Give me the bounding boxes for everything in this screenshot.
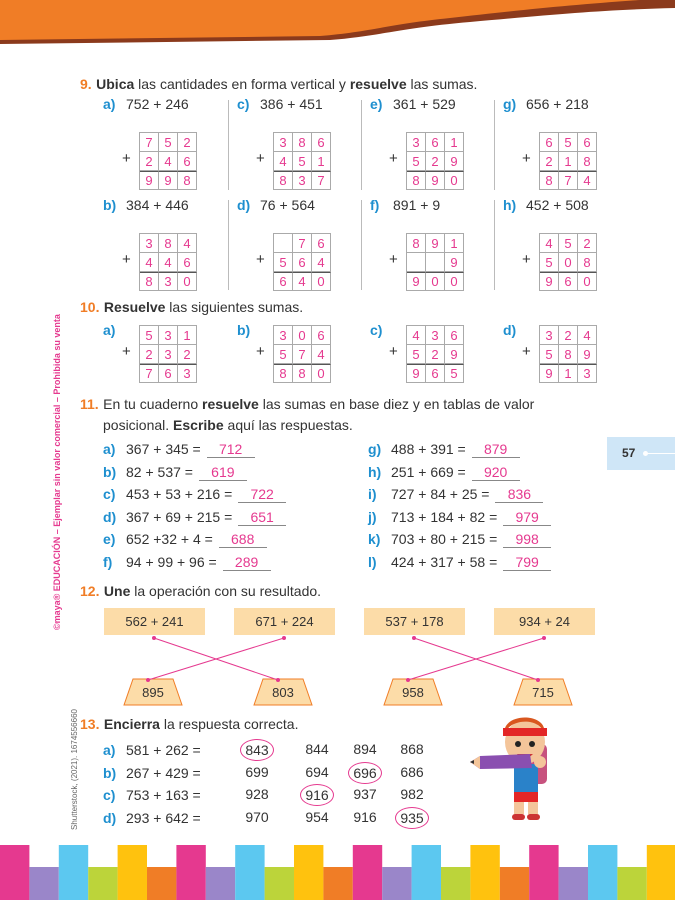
digit-cell: 5 xyxy=(140,326,159,345)
exercise-label: c) xyxy=(103,787,116,803)
exercise-label: j) xyxy=(368,508,377,525)
digit-cell: 8 xyxy=(293,364,312,383)
exercise-label: c) xyxy=(237,96,250,112)
digit-cell: 0 xyxy=(426,272,445,291)
digit-cell: 9 xyxy=(445,345,464,364)
answer-option[interactable]: 868 xyxy=(400,741,424,757)
answer-value: 979 xyxy=(503,509,551,526)
digit-cell xyxy=(274,234,293,253)
circled-answer[interactable]: 916 xyxy=(300,784,334,806)
plus-sign: + xyxy=(389,343,398,360)
exercise-expression: 367 + 69 + 215 = 651 xyxy=(126,509,286,526)
digit-cell: 6 xyxy=(274,272,293,291)
digit-cell: 6 xyxy=(559,272,578,291)
exercise-expression: 293 + 642 = xyxy=(126,809,201,826)
exercise-expression: 452 + 508 xyxy=(526,197,589,213)
digit-cell: 6 xyxy=(578,133,597,152)
addition-grid-b xyxy=(139,233,197,291)
digit-cell: 3 xyxy=(407,133,426,152)
image-credit: Shutterstock, (2021). 1674556660 xyxy=(70,709,79,830)
digit-cell: 4 xyxy=(140,253,159,272)
exercise-label: a) xyxy=(103,441,116,457)
answer-option[interactable]: 928 xyxy=(245,786,269,802)
exercise-label: d) xyxy=(503,322,517,338)
answer-value: 289 xyxy=(223,554,271,571)
answer-value: 688 xyxy=(219,531,267,548)
digit-cell: 1 xyxy=(445,234,464,253)
exercise-expression: 94 + 99 + 96 = 289 xyxy=(126,554,271,571)
digit-cell: 3 xyxy=(293,171,312,190)
result-box: 958 xyxy=(402,684,424,700)
digit-cell: 9 xyxy=(445,253,464,272)
digit-cell: 4 xyxy=(178,234,197,253)
exercise-label: b) xyxy=(103,764,117,781)
exercise-expression: 891 + 9 xyxy=(393,197,441,213)
digit-cell: 2 xyxy=(559,326,578,345)
digit-cell: 6 xyxy=(312,234,331,253)
answer-value: 651 xyxy=(238,509,286,526)
digit-cell: 2 xyxy=(140,152,159,171)
exercise-label: d) xyxy=(103,508,117,525)
digit-cell: 3 xyxy=(140,234,159,253)
digit-cell: 2 xyxy=(140,345,159,364)
digit-cell: 8 xyxy=(407,171,426,190)
digit-cell: 8 xyxy=(540,171,559,190)
page-number-tab xyxy=(607,437,675,470)
answer-option[interactable]: 937 xyxy=(353,786,377,802)
operation-box: 537 + 178 xyxy=(364,608,465,635)
digit-cell: 6 xyxy=(178,253,197,272)
digit-cell: 9 xyxy=(426,171,445,190)
digit-cell: 3 xyxy=(159,326,178,345)
digit-cell: 1 xyxy=(445,133,464,152)
digit-cell: 5 xyxy=(159,133,178,152)
digit-cell: 5 xyxy=(274,253,293,272)
circled-answer[interactable]: 843 xyxy=(240,739,274,761)
answer-option[interactable]: 699 xyxy=(245,763,269,780)
digit-cell: 3 xyxy=(578,364,597,383)
plus-sign: + xyxy=(122,251,131,268)
exercise-expression: 424 + 317 + 58 = 799 xyxy=(391,554,551,571)
digit-cell: 5 xyxy=(540,253,559,272)
digit-cell: 3 xyxy=(178,364,197,383)
digit-cell: 2 xyxy=(178,133,197,152)
digit-cell: 9 xyxy=(426,234,445,253)
digit-cell: 5 xyxy=(407,345,426,364)
exercise-expression: 727 + 84 + 25 = 836 xyxy=(391,486,543,503)
digit-cell: 6 xyxy=(178,152,197,171)
addition-grid-f xyxy=(406,233,464,291)
exercise-label: l) xyxy=(368,553,377,570)
exercise-label: a) xyxy=(103,322,116,338)
exercise-expression: 384 + 446 xyxy=(126,197,189,213)
plus-sign: + xyxy=(389,251,398,268)
digit-cell: 0 xyxy=(445,171,464,190)
plus-sign: + xyxy=(256,251,265,268)
digit-cell: 6 xyxy=(159,364,178,383)
column-divider xyxy=(228,200,229,290)
answer-value: 879 xyxy=(472,441,520,458)
exercise-expression: 703 + 80 + 215 = 998 xyxy=(391,531,551,548)
plus-sign: + xyxy=(522,150,531,167)
top-banner xyxy=(0,0,675,50)
addition-grid-g xyxy=(539,132,597,190)
digit-cell: 9 xyxy=(159,171,178,190)
digit-cell: 3 xyxy=(159,345,178,364)
digit-cell: 8 xyxy=(578,152,597,171)
exercise-expression: 267 + 429 = xyxy=(126,764,201,781)
digit-cell: 9 xyxy=(140,171,159,190)
digit-cell: 1 xyxy=(178,326,197,345)
exercise-expression: 453 + 53 + 216 = 722 xyxy=(126,486,286,503)
addition-grid-10-b xyxy=(273,325,331,383)
digit-cell: 0 xyxy=(445,272,464,291)
plus-sign: + xyxy=(522,343,531,360)
digit-cell: 6 xyxy=(426,364,445,383)
exercise-label: c) xyxy=(370,322,383,338)
answer-option[interactable]: 970 xyxy=(245,808,269,825)
digit-cell: 4 xyxy=(159,152,178,171)
digit-cell: 0 xyxy=(578,272,597,291)
exercise-label: g) xyxy=(503,96,517,112)
digit-cell: 0 xyxy=(312,364,331,383)
digit-cell: 7 xyxy=(312,171,331,190)
addition-grid-c xyxy=(273,132,331,190)
exercise-expression: 488 + 391 = 879 xyxy=(391,441,520,458)
exercise-label: h) xyxy=(503,197,517,213)
digit-cell: 8 xyxy=(178,171,197,190)
digit-cell: 4 xyxy=(578,326,597,345)
digit-cell: 8 xyxy=(159,234,178,253)
column-divider xyxy=(494,100,495,190)
answer-value: 712 xyxy=(207,441,255,458)
digit-cell: 6 xyxy=(445,326,464,345)
q10-heading: 10. Resuelve las siguientes sumas. xyxy=(80,299,304,315)
digit-cell: 1 xyxy=(312,152,331,171)
exercise-label: b) xyxy=(237,322,251,338)
addition-grid-d xyxy=(273,233,331,291)
digit-cell: 7 xyxy=(140,133,159,152)
exercise-label: c) xyxy=(103,486,116,502)
answer-value: 836 xyxy=(495,486,543,503)
digit-cell: 7 xyxy=(293,234,312,253)
column-divider xyxy=(361,200,362,290)
column-divider xyxy=(494,200,495,290)
digit-cell xyxy=(426,253,445,272)
digit-cell: 9 xyxy=(445,152,464,171)
matching-lines xyxy=(0,630,675,710)
q13-heading: 13. Encierra la respuesta correcta. xyxy=(80,716,299,732)
exercise-label: h) xyxy=(368,463,382,480)
digit-cell: 1 xyxy=(559,152,578,171)
digit-cell: 2 xyxy=(578,234,597,253)
exercise-expression: 76 + 564 xyxy=(260,197,315,213)
answer-option[interactable]: 694 xyxy=(305,763,329,780)
digit-cell: 1 xyxy=(559,364,578,383)
answer-option[interactable]: 894 xyxy=(353,741,377,757)
q9-heading: 9. Ubica las cantidades en forma vertical y resuelve las sumas. xyxy=(80,76,478,92)
kid-with-pencil-illustration xyxy=(470,714,570,834)
exercise-label: g) xyxy=(368,441,382,457)
digit-cell: 4 xyxy=(312,345,331,364)
result-box: 715 xyxy=(532,684,554,700)
circled-answer[interactable]: 696 xyxy=(348,762,382,784)
plus-sign: + xyxy=(256,150,265,167)
digit-cell: 8 xyxy=(578,253,597,272)
exercise-label: f) xyxy=(370,197,380,213)
circled-answer[interactable]: 935 xyxy=(395,807,429,829)
digit-cell: 8 xyxy=(559,345,578,364)
exercise-expression: 713 + 184 + 82 = 979 xyxy=(391,509,551,526)
answer-option[interactable]: 686 xyxy=(400,763,424,780)
digit-cell: 3 xyxy=(540,326,559,345)
exercise-label: e) xyxy=(370,96,383,112)
result-box: 895 xyxy=(142,684,164,700)
digit-cell: 3 xyxy=(274,133,293,152)
digit-cell: 5 xyxy=(559,133,578,152)
exercise-label: a) xyxy=(103,742,116,758)
exercise-label: d) xyxy=(103,809,117,826)
digit-cell: 8 xyxy=(407,234,426,253)
digit-cell xyxy=(407,253,426,272)
operation-box: 562 + 241 xyxy=(104,608,205,635)
digit-cell: 5 xyxy=(274,345,293,364)
answer-value: 722 xyxy=(238,486,286,503)
digit-cell: 2 xyxy=(178,345,197,364)
exercise-label: e) xyxy=(103,531,116,547)
digit-cell: 9 xyxy=(540,364,559,383)
digit-cell: 6 xyxy=(540,133,559,152)
q11-heading: 11. En tu cuaderno resuelve las sumas en base diez y en tablas de valor posicional. Escribe aquí las respuestas. xyxy=(80,396,535,433)
exercise-label: f) xyxy=(103,553,113,570)
digit-cell: 6 xyxy=(426,133,445,152)
digit-cell: 3 xyxy=(159,272,178,291)
digit-cell: 4 xyxy=(312,253,331,272)
bottom-color-strips xyxy=(0,845,675,900)
page-number: 57 xyxy=(622,446,636,460)
plus-sign: + xyxy=(256,343,265,360)
column-divider xyxy=(228,100,229,190)
exercise-label: a) xyxy=(103,96,116,112)
column-divider xyxy=(361,100,362,190)
addition-grid-10-d xyxy=(539,325,597,383)
addition-grid-h xyxy=(539,233,597,291)
answer-option[interactable]: 954 xyxy=(305,808,329,825)
digit-cell: 4 xyxy=(293,272,312,291)
answer-value: 920 xyxy=(472,464,520,481)
answer-option[interactable]: 916 xyxy=(353,808,377,825)
digit-cell: 0 xyxy=(178,272,197,291)
exercise-expression: 361 + 529 xyxy=(393,96,456,112)
answer-option[interactable]: 982 xyxy=(400,786,424,802)
exercise-label: b) xyxy=(103,463,117,480)
digit-cell: 5 xyxy=(540,345,559,364)
digit-cell: 3 xyxy=(426,326,445,345)
operation-box: 934 + 24 xyxy=(494,608,595,635)
exercise-expression: 581 + 262 = xyxy=(126,742,201,758)
exercise-label: i) xyxy=(368,486,377,502)
operation-box: 671 + 224 xyxy=(234,608,335,635)
digit-cell: 0 xyxy=(312,272,331,291)
answer-value: 799 xyxy=(503,554,551,571)
plus-sign: + xyxy=(122,343,131,360)
digit-cell: 2 xyxy=(426,345,445,364)
digit-cell: 7 xyxy=(293,345,312,364)
digit-cell: 6 xyxy=(312,133,331,152)
exercise-expression: 386 + 451 xyxy=(260,96,323,112)
digit-cell: 2 xyxy=(540,152,559,171)
digit-cell: 4 xyxy=(578,171,597,190)
digit-cell: 9 xyxy=(407,364,426,383)
digit-cell: 9 xyxy=(407,272,426,291)
digit-cell: 0 xyxy=(559,253,578,272)
answer-value: 619 xyxy=(199,464,247,481)
result-box: 803 xyxy=(272,684,294,700)
exercise-label: d) xyxy=(237,197,251,213)
exercise-expression: 656 + 218 xyxy=(526,96,589,112)
digit-cell: 8 xyxy=(274,364,293,383)
exercise-label: k) xyxy=(368,531,381,547)
exercise-expression: 367 + 345 = 712 xyxy=(126,441,255,458)
addition-grid-10-a xyxy=(139,325,197,383)
digit-cell: 5 xyxy=(445,364,464,383)
digit-cell: 7 xyxy=(559,171,578,190)
digit-cell: 4 xyxy=(540,234,559,253)
digit-cell: 5 xyxy=(293,152,312,171)
digit-cell: 9 xyxy=(540,272,559,291)
digit-cell: 2 xyxy=(426,152,445,171)
answer-option[interactable]: 844 xyxy=(305,741,329,757)
digit-cell: 8 xyxy=(140,272,159,291)
exercise-label: b) xyxy=(103,197,117,213)
digit-cell: 4 xyxy=(407,326,426,345)
digit-cell: 7 xyxy=(140,364,159,383)
digit-cell: 3 xyxy=(274,326,293,345)
addition-grid-a xyxy=(139,132,197,190)
exercise-expression: 752 + 246 xyxy=(126,96,189,112)
exercise-expression: 82 + 537 = 619 xyxy=(126,464,247,481)
digit-cell: 4 xyxy=(159,253,178,272)
exercise-expression: 652 +32 + 4 = 688 xyxy=(126,531,267,548)
addition-grid-e xyxy=(406,132,464,190)
digit-cell: 5 xyxy=(407,152,426,171)
side-copyright: ©maya® EDUCACIÓN – Ejemplar sin valor comercial – Prohibida su venta xyxy=(52,314,62,630)
digit-cell: 5 xyxy=(559,234,578,253)
answer-value: 998 xyxy=(503,531,551,548)
addition-grid-10-c xyxy=(406,325,464,383)
plus-sign: + xyxy=(122,150,131,167)
digit-cell: 6 xyxy=(312,326,331,345)
plus-sign: + xyxy=(522,251,531,268)
q12-heading: 12. Une la operación con su resultado. xyxy=(80,583,322,599)
exercise-expression: 251 + 669 = 920 xyxy=(391,464,520,481)
digit-cell: 0 xyxy=(293,326,312,345)
plus-sign: + xyxy=(389,150,398,167)
digit-cell: 9 xyxy=(578,345,597,364)
digit-cell: 6 xyxy=(293,253,312,272)
exercise-expression: 753 + 163 = xyxy=(126,787,201,803)
digit-cell: 8 xyxy=(274,171,293,190)
digit-cell: 4 xyxy=(274,152,293,171)
digit-cell: 8 xyxy=(293,133,312,152)
